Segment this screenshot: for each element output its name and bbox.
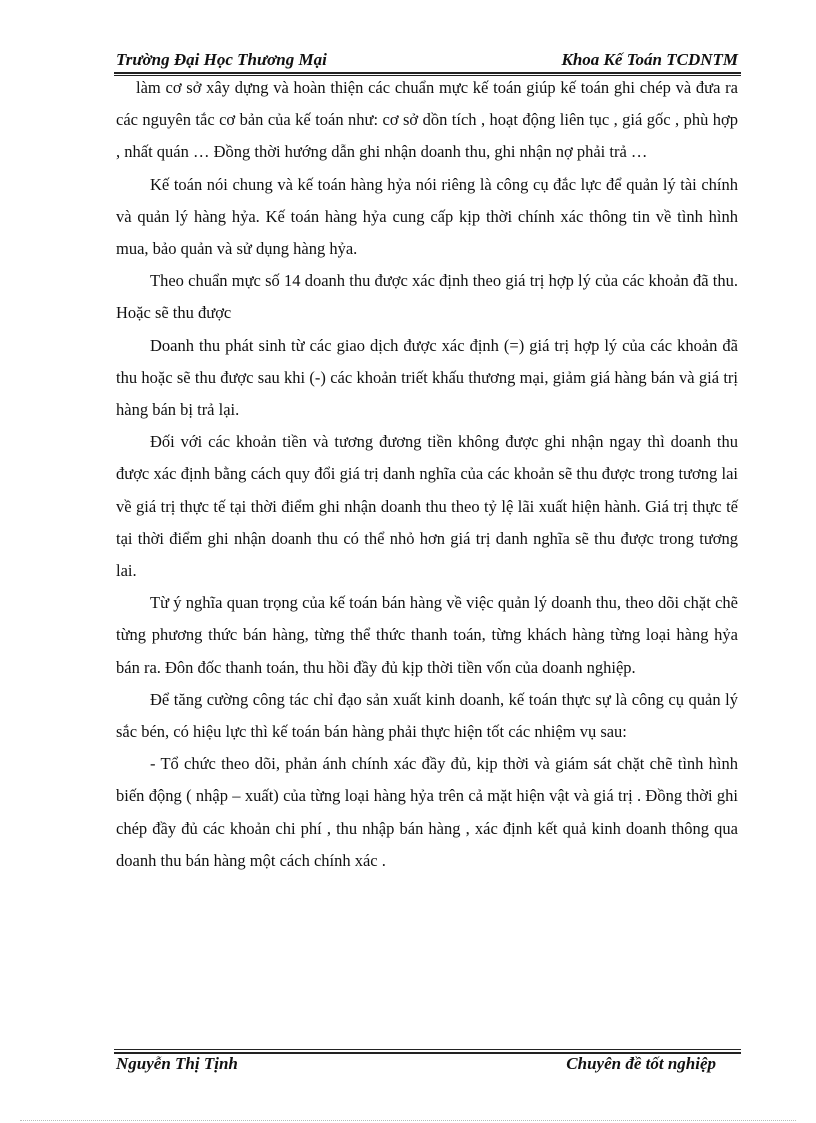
paragraph-6: Từ ý nghĩa quan trọng của kế toán bán hàng về việc quản lý doanh thu, theo dõi chặt chẽ từng phương thức bán hàng, từng thể thức thanh toán, từng khách hàng từng loại hàng hỷa bán ra. Đôn đốc thanh toán, thu hồi đầy đủ kịp thời tiền vốn của doanh nghiệp. [116,593,738,677]
paragraph-4: Doanh thu phát sinh từ các giao dịch được xác định (=) giá trị hợp lý của các khoản đã thu hoặc sẽ thu được sau khi (-) các khoản triết khấu thương mại, giảm giá hàng bán và giá trị hàng bán bị trả lại. [116,335,738,420]
paragraph-3: Theo chuẩn mực số 14 doanh thu được xác định theo giá trị hợp lý của các khoản đã thu. Hoặc sẽ thu được [116,271,738,323]
paragraph-1: làm cơ sở xây dựng và hoàn thiện các chuẩn mực kế toán giúp kế toán ghi chép và đưa ra các nguyên tắc cơ bản của kế toán như: cơ sở dồn tích , hoạt động liên tục , giá gốc , phù hợp , nhất quán … Đồng thời hướng dẫn ghi nhận doanh thu, ghi nhận nợ phải trả … [116,78,738,162]
footer-rule-thin [114,1049,741,1050]
page-footer [116,1054,716,1078]
paragraph-7: Để tăng cường công tác chỉ đạo sản xuất kinh doanh, kế toán thực sự là công cụ quản lý sắc bén, có hiệu lực thì kế toán bán hàng phải thực hiện tốt các nhiệm vụ sau: [116,689,738,742]
paragraph-5: Đối với các khoản tiền và tương đương tiền không được ghi nhận ngay thì doanh thu được xác định bằng cách quy đổi giá trị danh nghĩa của các khoản sẽ thu được trong tương lai về giá trị thực tế tại thời điểm ghi nhận doanh thu theo tỷ lệ lãi xuất hiện hành. Giá trị thực tế tại thời điểm ghi nhận doanh thu có thể nhỏ hơn giá trị danh nghĩa sẽ thu được trong tương lai. [116,432,738,581]
paragraph-8: - Tổ chức theo dõi, phản ánh chính xác đầy đủ, kịp thời và giám sát chặt chẽ tình hình biến động ( nhập – xuất) của từng loại hàng hỷa trên cả mặt hiện vật và giá trị . Đồng thời ghi chép đầy đủ các khoản chi phí , thu nhập bán hàng , xác định kết quả kinh doanh thông qua doanh thu bán hàng một cách chính xác . [116,754,738,870]
paragraph-2: Kế toán nói chung và kế toán hàng hỷa nói riêng là công cụ đắc lực để quản lý tài chính và quản lý hàng hỷa. Kế toán hàng hỷa cung cấp kịp thời chính xác thông tin về tình hình mua, bảo quản và sử dụng hàng hỷa. [116,174,738,259]
footer-title: Chuyên đề tốt nghiệp [566,1054,716,1073]
page-header [116,48,738,72]
footer-author: Nguyễn Thị Tịnh [116,1054,238,1073]
document-body [116,72,738,877]
header-school: Trường Đại Học Thương Mại [116,50,327,69]
header-department: Khoa Kế Toán TCDNTM [561,50,738,69]
page-edge-divider [20,1120,796,1121]
